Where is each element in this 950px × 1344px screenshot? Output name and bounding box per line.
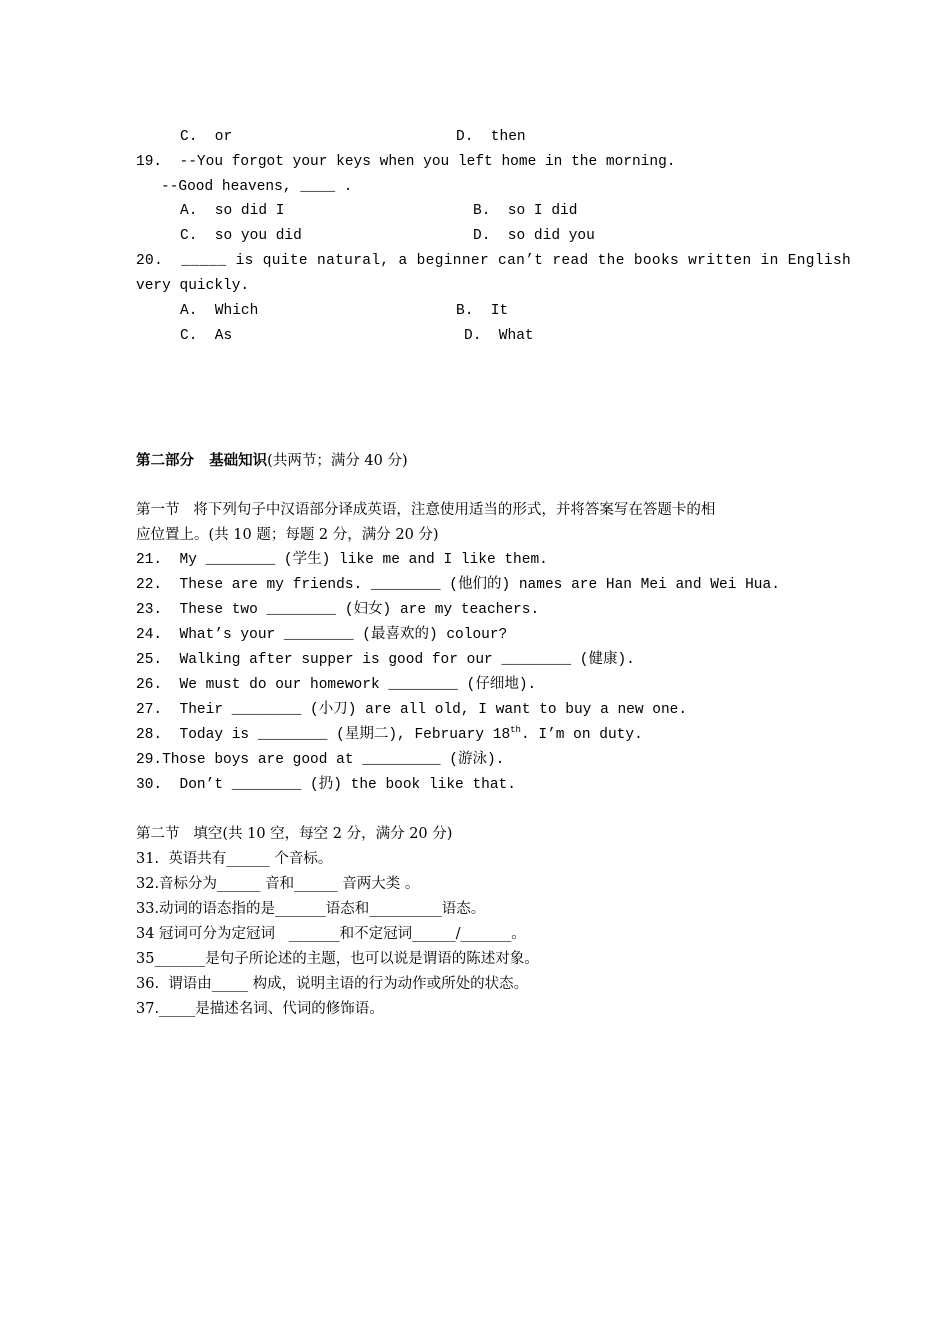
q24: 24. What’s your ________ (最喜欢的) colour?	[136, 627, 508, 643]
q26: 26. We must do our homework ________ (仔细地).	[136, 677, 537, 693]
q19-option-b: B. so I did	[473, 203, 578, 219]
q35: 35_______是句子所论述的主题，也可以说是谓语的陈述对象。	[136, 951, 539, 967]
q33: 33.动词的语态指的是_______语态和__________语态。	[136, 901, 486, 917]
q19-stem: 19. --You forgot your keys when you left home in the morning.	[136, 154, 676, 170]
q18-option-d: D. then	[456, 129, 526, 145]
q20-option-b: B. It	[456, 303, 509, 319]
q23: 23. These two ________ (妇女) are my teachers.	[136, 602, 540, 618]
q31: 31. 英语共有______ 个音标。	[136, 851, 333, 867]
q37: 37._____是描述名词、代词的修饰语。	[136, 1001, 384, 1017]
section2-heading: 第二节 填空(共 10 空，每空 2 分，满分 20 分)	[136, 826, 453, 842]
section1-instructions-line1: 第一节 将下列句子中汉语部分译成英语，注意使用适当的形式，并将答案写在答题卡的相	[136, 502, 716, 518]
q29: 29.Those boys are good at _________ (游泳).	[136, 752, 505, 768]
q32: 32.音标分为______ 音和______ 音两大类 。	[136, 876, 420, 892]
section1-instructions-line2: 应位置上。(共 10 题；每题 2 分，满分 20 分)	[136, 527, 439, 543]
part2-heading	[136, 452, 408, 470]
q20-option-c: C. As	[180, 328, 233, 344]
q36: 36. 谓语由_____ 构成，说明主语的行为动作或所处的状态。	[136, 976, 529, 992]
part2-heading-title: 第二部分 基础知识	[136, 452, 268, 469]
q34: 34 冠词可分为定冠词 _______和不定冠词______/_______。	[136, 926, 526, 942]
q18-option-c: C. or	[180, 129, 233, 145]
q21: 21. My ________ (学生) like me and I like them.	[136, 552, 548, 568]
q28-text: 28. Today is ________ (星期二), February 18	[136, 727, 511, 743]
q25: 25. Walking after supper is good for our ________ (健康).	[136, 652, 635, 668]
q20-option-d: D. What	[464, 328, 534, 344]
q19-option-c: C. so you did	[180, 228, 302, 244]
q19-reply: --Good heavens, ____ .	[161, 179, 353, 195]
q19-option-d: D. so did you	[473, 228, 595, 244]
part2-heading-note: (共两节；满分 40 分)	[267, 453, 408, 469]
q28-text-end: . I’m on duty.	[520, 727, 643, 743]
q22: 22. These are my friends. ________ (他们的) names are Han Mei and Wei Hua.	[136, 577, 780, 593]
q20-stem-continued: very quickly.	[136, 278, 250, 294]
q19-option-a: A. so did I	[180, 203, 285, 219]
q20-stem: 20. _____ is quite natural, a beginner can’t read the books written in English	[136, 253, 852, 269]
q20-option-a: A. Which	[180, 303, 259, 319]
q27: 27. Their ________ (小刀) are all old, I want to buy a new one.	[136, 702, 688, 718]
q28	[136, 726, 643, 744]
q28-superscript: th	[510, 725, 521, 735]
q30: 30. Don’t ________ (扔) the book like that.	[136, 777, 516, 793]
